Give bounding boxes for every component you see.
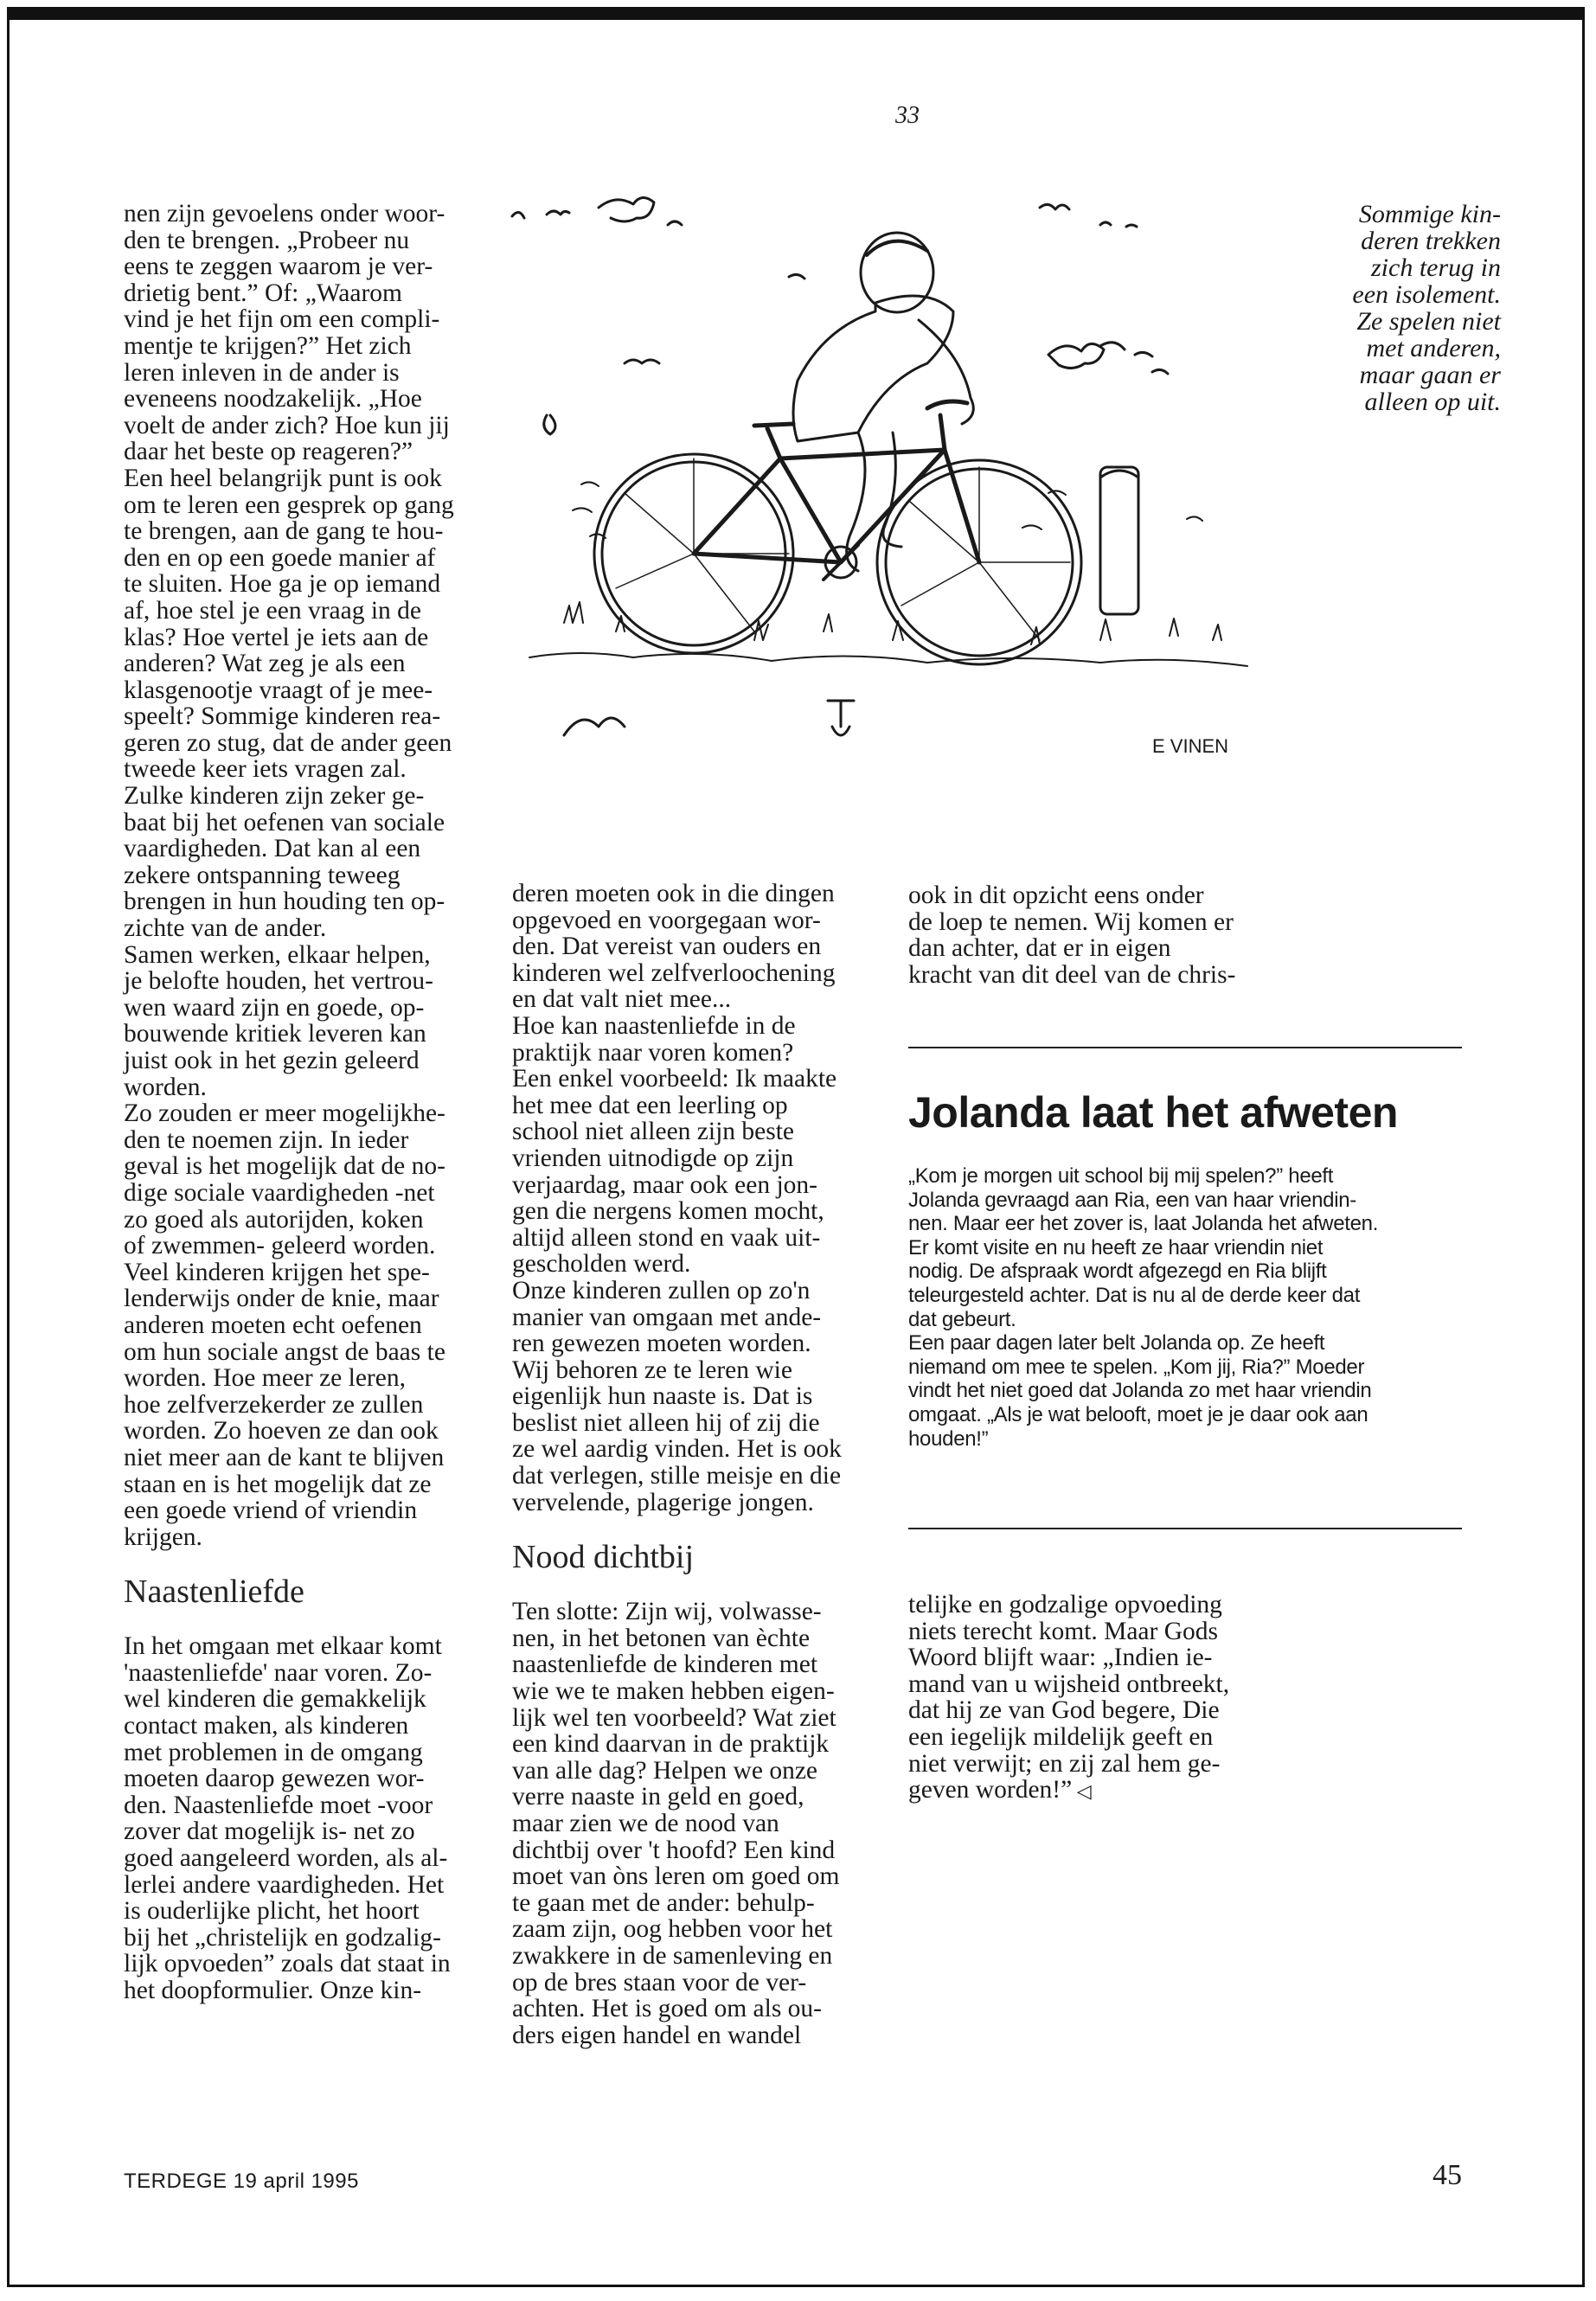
text-line: wen waard zijn en goede, op- [124,993,425,1022]
text-line: geven worden!” ◁ [908,1776,1092,1804]
text-line: dan achter, dat er in eigen [908,934,1171,963]
text-line: te gaan met de ander: behulp- [512,1888,815,1917]
text-line: zo goed als autorijden, koken [124,1205,424,1234]
rider-torso [793,296,953,441]
text-line: Een enkel voorbeeld: Ik maakte [512,1065,837,1093]
text-line: juist ook in het gezin geleerd [124,1047,420,1074]
text-line: op de bres staan voor de ver- [512,1968,807,1997]
sidebar-top-rule [908,1047,1462,1048]
text-line: Een heel belangrijk punt is ook [124,464,442,492]
text-line: altijd alleen stond en vaak uit- [512,1223,821,1252]
text-line: tweede keer iets vragen zal. [124,755,407,784]
text-line: vrienden uitnodigde op zijn [512,1144,794,1172]
end-of-article-icon: ◁ [1072,1780,1092,1803]
text-line: dichtbij over 't hoofd? Een kind [512,1836,836,1864]
illustration-caption [1293,201,1501,415]
text-line: van alle dag? Helpen we onze [512,1756,818,1785]
text-line: eens te zeggen waarom je ver- [124,253,433,281]
text-line: eigenlijk hun naaste is. Dat is [512,1382,813,1411]
text-line: is ouderlijke plicht, het hoort [124,1897,420,1926]
text-line: lijk opvoeden” zoals dat staat in [124,1950,451,1978]
column-2-text-continued [512,1599,875,2048]
text-line: drietig bent.” Of: „Waarom [124,279,402,307]
text-line: en dat valt niet mee... [512,985,732,1014]
bird-mark [512,212,524,218]
text-line: verre naaste in geld en goed, [512,1783,804,1811]
text-line: lerlei andere vaardigheden. Het [124,1870,445,1899]
sidebar-title: Jolanda laat het afweten [908,1088,1398,1137]
text-line: Ten slotte: Zijn wij, volwasse- [512,1598,822,1626]
caption-line: een isolement. [1352,280,1501,309]
heading-naastenliefde: Naastenliefde [124,1574,304,1611]
text-line: moeten daarop gewezen wor- [124,1765,425,1793]
column-2-text [512,881,875,1516]
caption-line: deren trekken [1361,227,1501,255]
sidebar-line: nen. Maar eer het zover is, laat Jolanda het afweten. [908,1212,1379,1236]
text-line: Onze kinderen zullen op zo'n [512,1276,811,1304]
heading-nood-dichtbij: Nood dichtbij [512,1539,695,1576]
text-line: nen zijn gevoelens onder woor- [124,200,445,228]
text-line: Hoe kan naastenliefde in de [512,1011,796,1040]
text-line: klasgenootje vraagt of je mee- [124,676,433,704]
text-line: Woord blijft waar: „Indien ie- [908,1644,1213,1672]
text-line: lenderwijs onder de knie, maar [124,1285,439,1313]
text-line: of zwemmen- geleerd worden. [124,1232,436,1260]
text-line: met problemen in de omgang [124,1738,423,1766]
text-line: zichte van de ander. [124,914,327,943]
sidebar-line: niemand om mee te spelen. „Kom jij, Ria?” Moeder [908,1355,1365,1379]
column-1-text-continued [124,1633,487,2003]
text-line: een goede vriend of vriendin [124,1497,418,1525]
text-line: anderen moeten echt oefenen [124,1311,422,1339]
sidebar-bottom-rule [908,1528,1462,1529]
text-line: kinderen wel zelfverloochening [512,958,836,987]
text-line: te brengen, aan de gang te hou- [124,517,444,546]
text-line: maar zien we de nood van [512,1810,779,1837]
text-line: Samen werken, elkaar helpen, [124,940,431,969]
text-line: zaam zijn, oog hebben voor het [512,1915,833,1944]
text-line: ren gewezen moeten worden. [512,1330,811,1358]
text-line: dat hij ze van God begere, Die [908,1696,1220,1725]
text-line: Veel kinderen krijgen het spe- [124,1258,430,1286]
text-line: eveneens noodzakelijk. „Hoe [124,385,422,413]
text-line: kracht van dit deel van de chris- [908,960,1236,989]
text-line: de loep te nemen. Wij komen er [908,907,1234,936]
text-line: worden. Zo hoeven ze dan ook [124,1417,439,1445]
text-line: voelt de ander zich? Hoe kun jij [124,411,450,439]
sidebar-text [908,1164,1471,1451]
cyclist-illustration [495,173,1273,761]
text-line: school niet alleen zijn beste [512,1118,795,1146]
text-line: baat bij het oefenen van sociale [124,808,445,836]
text-line: bij het „christelijk en godzalig- [124,1923,441,1952]
text-line: ze wel aardig vinden. Het is ook [512,1435,842,1464]
text-line: niet meer aan de kant te blijven [124,1443,445,1471]
column-3-text [908,882,1254,988]
sidebar-line: houden!” [908,1426,989,1451]
text-line: het mee dat een leerling op [512,1091,788,1119]
sidebar-line: teleurgesteld achter. Dat is nu al de derde keer dat [908,1283,1361,1307]
text-line: speelt? Sommige kinderen rea- [124,702,441,731]
text-line: den te noemen zijn. In ieder [124,1125,409,1154]
text-line: nen, in het betonen van èchte [512,1624,811,1652]
text-line: vervelende, plagerige jongen. [512,1488,814,1516]
text-line: het doopformulier. Onze kin- [124,1977,422,2004]
text-line: leren inleven in de ander is [124,358,400,387]
text-line: mand van u wijsheid ontbreekt, [908,1670,1230,1698]
artist-signature: E VINEN [1152,735,1229,757]
text-line: vind je het fijn om een compli- [124,305,440,334]
caption-line: alleen op uit. [1364,388,1501,416]
text-line: 'naastenliefde' naar voren. Zo- [124,1658,433,1687]
text-line: moet van òns leren om goed om [512,1862,840,1891]
caption-line: met anderen, [1366,334,1501,362]
text-line: daar het beste op reageren?” [124,438,413,466]
caption-line: Ze spelen niet [1356,307,1501,336]
text-line: den te brengen. „Probeer nu [124,226,410,254]
column-1-text [124,201,487,1550]
text-line: beslist niet alleen hij of zij die [512,1408,820,1437]
sidebar-line: Jolanda gevraagd aan Ria, een van haar vriendin- [908,1188,1356,1212]
sidebar-line: omgaat. „Als je wat belooft, moet je je daar ook aan [908,1402,1368,1426]
text-line: den. Naastenliefde moet -voor [124,1791,433,1819]
text-line: anderen? Wat zeg je als een [124,650,406,678]
bicycle-frame [694,450,979,562]
text-line: achten. Het is goed om als ou- [512,1995,823,2023]
text-line: Wij behoren ze te leren wie [512,1356,792,1384]
sidebar-line: vindt het niet goed dat Jolanda zo met haar vriendin [908,1379,1372,1403]
text-line: staan en is het mogelijk dat ze [124,1470,432,1498]
text-line: af, hoe stel je een vraag in de [124,596,422,625]
sidebar-line: nodig. De afspraak wordt afgezegd en Ria blijft [908,1259,1327,1284]
text-line: opgevoed en voorgegaan wor- [512,906,821,934]
handwritten-page-mark: 33 [895,102,920,129]
text-line: ders eigen handel en wandel [512,2021,802,2049]
text-line: je belofte houden, het vertrou- [124,967,433,996]
text-line: praktijk naar voren komen? [512,1038,794,1067]
text-line: zekere ontspanning teweeg [124,861,401,889]
column-3-text-continued [908,1592,1254,1805]
sidebar-line: dat gebeurt. [908,1307,1016,1331]
text-line: geval is het mogelijk dat de no- [124,1152,445,1181]
text-line: deren moeten ook in die dingen [512,880,835,907]
text-line: telijke en godzalige opvoeding [908,1591,1222,1618]
caption-text [1293,201,1501,415]
rider-head [861,233,933,312]
text-line: om hun sociale angst de baas te [124,1337,445,1366]
text-line: naastenliefde de kinderen met [512,1650,818,1679]
text-line: niet verwijt; en zij zal hem ge- [908,1749,1221,1778]
text-line: worden. [124,1073,207,1101]
text-line: den en op een goede manier af [124,543,436,572]
text-line: niets terecht komt. Maar Gods [908,1617,1219,1645]
text-line: worden. Hoe meer ze leren, [124,1364,406,1393]
text-line: hoe zelfverzekerder ze zullen [124,1390,424,1419]
column-1 [124,201,487,2004]
column-3-continued [908,1592,1254,1805]
text-line: Zo zouden er meer mogelijkhe- [124,1099,445,1128]
sidebar-line: Een paar dagen later belt Jolanda op. Ze heeft [908,1331,1325,1356]
text-line: contact maken, als kinderen [124,1712,409,1740]
text-line: een kind daarvan in de praktijk [512,1730,830,1759]
text-line: zover dat mogelijk is- net zo [124,1817,415,1846]
text-line: ook in dit opzicht eens onder [908,881,1204,909]
text-line: manier van omgaan met ande- [512,1303,822,1331]
column-3 [908,882,1254,988]
column-2 [512,881,875,2048]
text-line: lijk wel ten voorbeeld? Wat ziet [512,1703,836,1732]
text-line: In het omgaan met elkaar komt [124,1632,442,1661]
text-line: om te leren een gesprek op gang [124,490,454,519]
sidebar-line: Er komt visite en nu heeft ze haar vriendin niet [908,1235,1324,1259]
text-line: goed aangeleerd worden, als al- [124,1844,448,1873]
footer-publication: TERDEGE 19 april 1995 [124,2170,359,2193]
text-line: wel kinderen die gemakkelijk [124,1685,426,1714]
text-line: dat verlegen, stille meisje en die [512,1462,842,1490]
text-line: een iegelijk mildelijk geeft en [908,1722,1214,1751]
text-line: brengen in hun houding ten op- [124,888,445,916]
text-line: den. Dat vereist van ouders en [512,933,822,961]
text-line: verjaardag, maar ook een jon- [512,1170,818,1199]
caption-line: maar gaan er [1359,361,1501,389]
text-line: mentje te krijgen?” Het zich [124,331,412,360]
text-line: dige sociale vaardigheden -net [124,1178,435,1207]
text-line: vaardigheden. Dat kan al een [124,835,421,863]
caption-line: zich terug in [1371,253,1501,282]
text-line: bouwende kritiek leveren kan [124,1020,426,1048]
text-line: Zulke kinderen zijn zeker ge- [124,782,425,811]
text-line: zwakkere in de samenleving en [512,1941,833,1970]
sidebar-line: „Kom je morgen uit school bij mij spelen?” heeft [908,1164,1334,1188]
fence-post [1100,467,1138,614]
text-line: geren zo stug, dat de ander geen [124,728,452,757]
text-line: gescholden werd. [512,1250,691,1279]
page-number: 45 [1433,2159,1462,2191]
sidebar-body [908,1164,1471,1451]
text-line: wie we te maken hebben eigen- [512,1677,835,1706]
text-line: krijgen. [124,1522,202,1551]
caption-line: Sommige kin- [1358,200,1501,228]
text-line: te sluiten. Hoe ga je op iemand [124,570,441,599]
text-line: klas? Hoe vertel je iets aan de [124,623,429,651]
text-line: gen die nergens komen mocht, [512,1197,824,1226]
